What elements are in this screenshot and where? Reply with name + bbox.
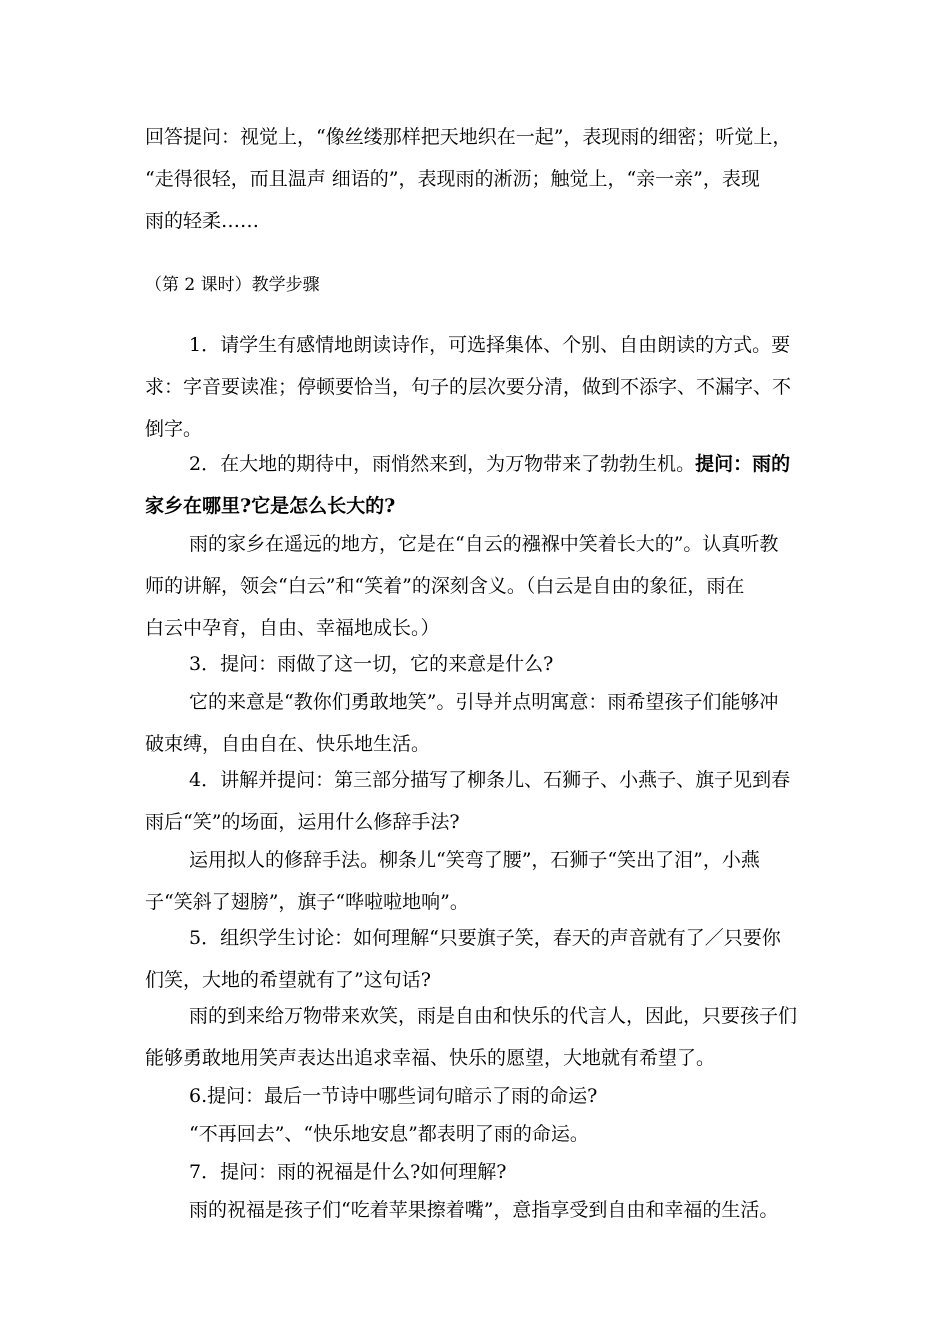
step-2-line-1 — [189, 452, 790, 476]
intro-answer-line-2: “走得很轻，而且温声 细语的”，表现雨的淅沥；触觉上，“亲一亲”，表现 — [145, 168, 760, 190]
answer-4-line-1: 运用拟人的修辞手法。柳条儿“笑弯了腰”，石狮子“笑出了泪”，小燕 — [189, 849, 760, 871]
step-4-line-1: 4．讲解并提问：第三部分描写了柳条儿、石狮子、小燕子、旗子见到春 — [189, 769, 791, 791]
answer-4-line-2: 子“笑斜了翅膀”，旗子“哗啦啦地响”。 — [145, 891, 469, 913]
step-3: 3．提问：雨做了这一切，它的来意是什么? — [189, 653, 554, 675]
step-5-line-1: 5．组织学生讨论：如何理解“只要旗子笑，春天的声音就有了／只要你 — [189, 927, 781, 949]
intro-answer-line-1: 回答提问：视觉上，“像丝缕那样把天地织在一起”，表现雨的细密；听觉上， — [145, 126, 792, 148]
answer-7: 雨的祝福是孩子们“吃着苹果擦着嘴”，意指享受到自由和幸福的生活。 — [189, 1199, 779, 1221]
step-1-line-2: 求：字音要读准；停顿要恰当，句子的层次要分清，做到不添字、不漏字、不 — [145, 376, 792, 398]
step-4-line-2: 雨后“笑”的场面，运用什么修辞手法? — [145, 811, 460, 833]
step-2-text: 2．在大地的期待中，雨悄然来到，为万物带来了勃勃生机。 — [189, 453, 696, 475]
step-1-line-1: 1．请学生有感情地朗读诗作，可选择集体、个别、自由朗读的方式。要 — [189, 334, 791, 356]
answer-3-line-2: 破束缚，自由自在、快乐地生活。 — [145, 733, 431, 755]
answer-2-line-1: 雨的家乡在遥远的地方，它是在“自云的襁褓中笑着长大的”。认真听教 — [189, 533, 779, 555]
step-6: 6.提问：最后一节诗中哪些词句暗示了雨的命运? — [189, 1085, 598, 1107]
step-7: 7．提问：雨的祝福是什么?如何理解? — [189, 1161, 507, 1183]
step-2-question-start: 提问：雨的 — [695, 453, 791, 475]
answer-2-line-2: 师的讲解，领会“白云”和“笑着”的深刻含义。（白云是自由的象征，雨在 — [145, 575, 745, 597]
answer-5-line-2: 能够勇敢地用笑声表达出追求幸福、快乐的愿望，大地就有希望了。 — [145, 1047, 716, 1069]
answer-2-line-3: 白云中孕育，自由、幸福地成长。） — [145, 617, 440, 639]
section-title: （第 2 课时）教学步骤 — [145, 275, 320, 295]
answer-6: “不再回去”、“快乐地安息”都表明了雨的命运。 — [189, 1123, 589, 1145]
intro-answer-line-3: 雨的轻柔…… — [145, 210, 260, 232]
step-2-question-end: 家乡在哪里?它是怎么长大的? — [145, 495, 396, 517]
step-1-line-3: 倒字。 — [145, 418, 203, 440]
step-5-line-2: 们笑，大地的希望就有了”这句话? — [145, 969, 431, 991]
answer-3-line-1: 它的来意是“教你们勇敢地笑”。引导并点明寓意：雨希望孩子们能够冲 — [189, 691, 779, 713]
answer-5-line-1: 雨的到来给万物带来欢笑，雨是自由和快乐的代言人，因此，只要孩子们 — [189, 1005, 798, 1027]
